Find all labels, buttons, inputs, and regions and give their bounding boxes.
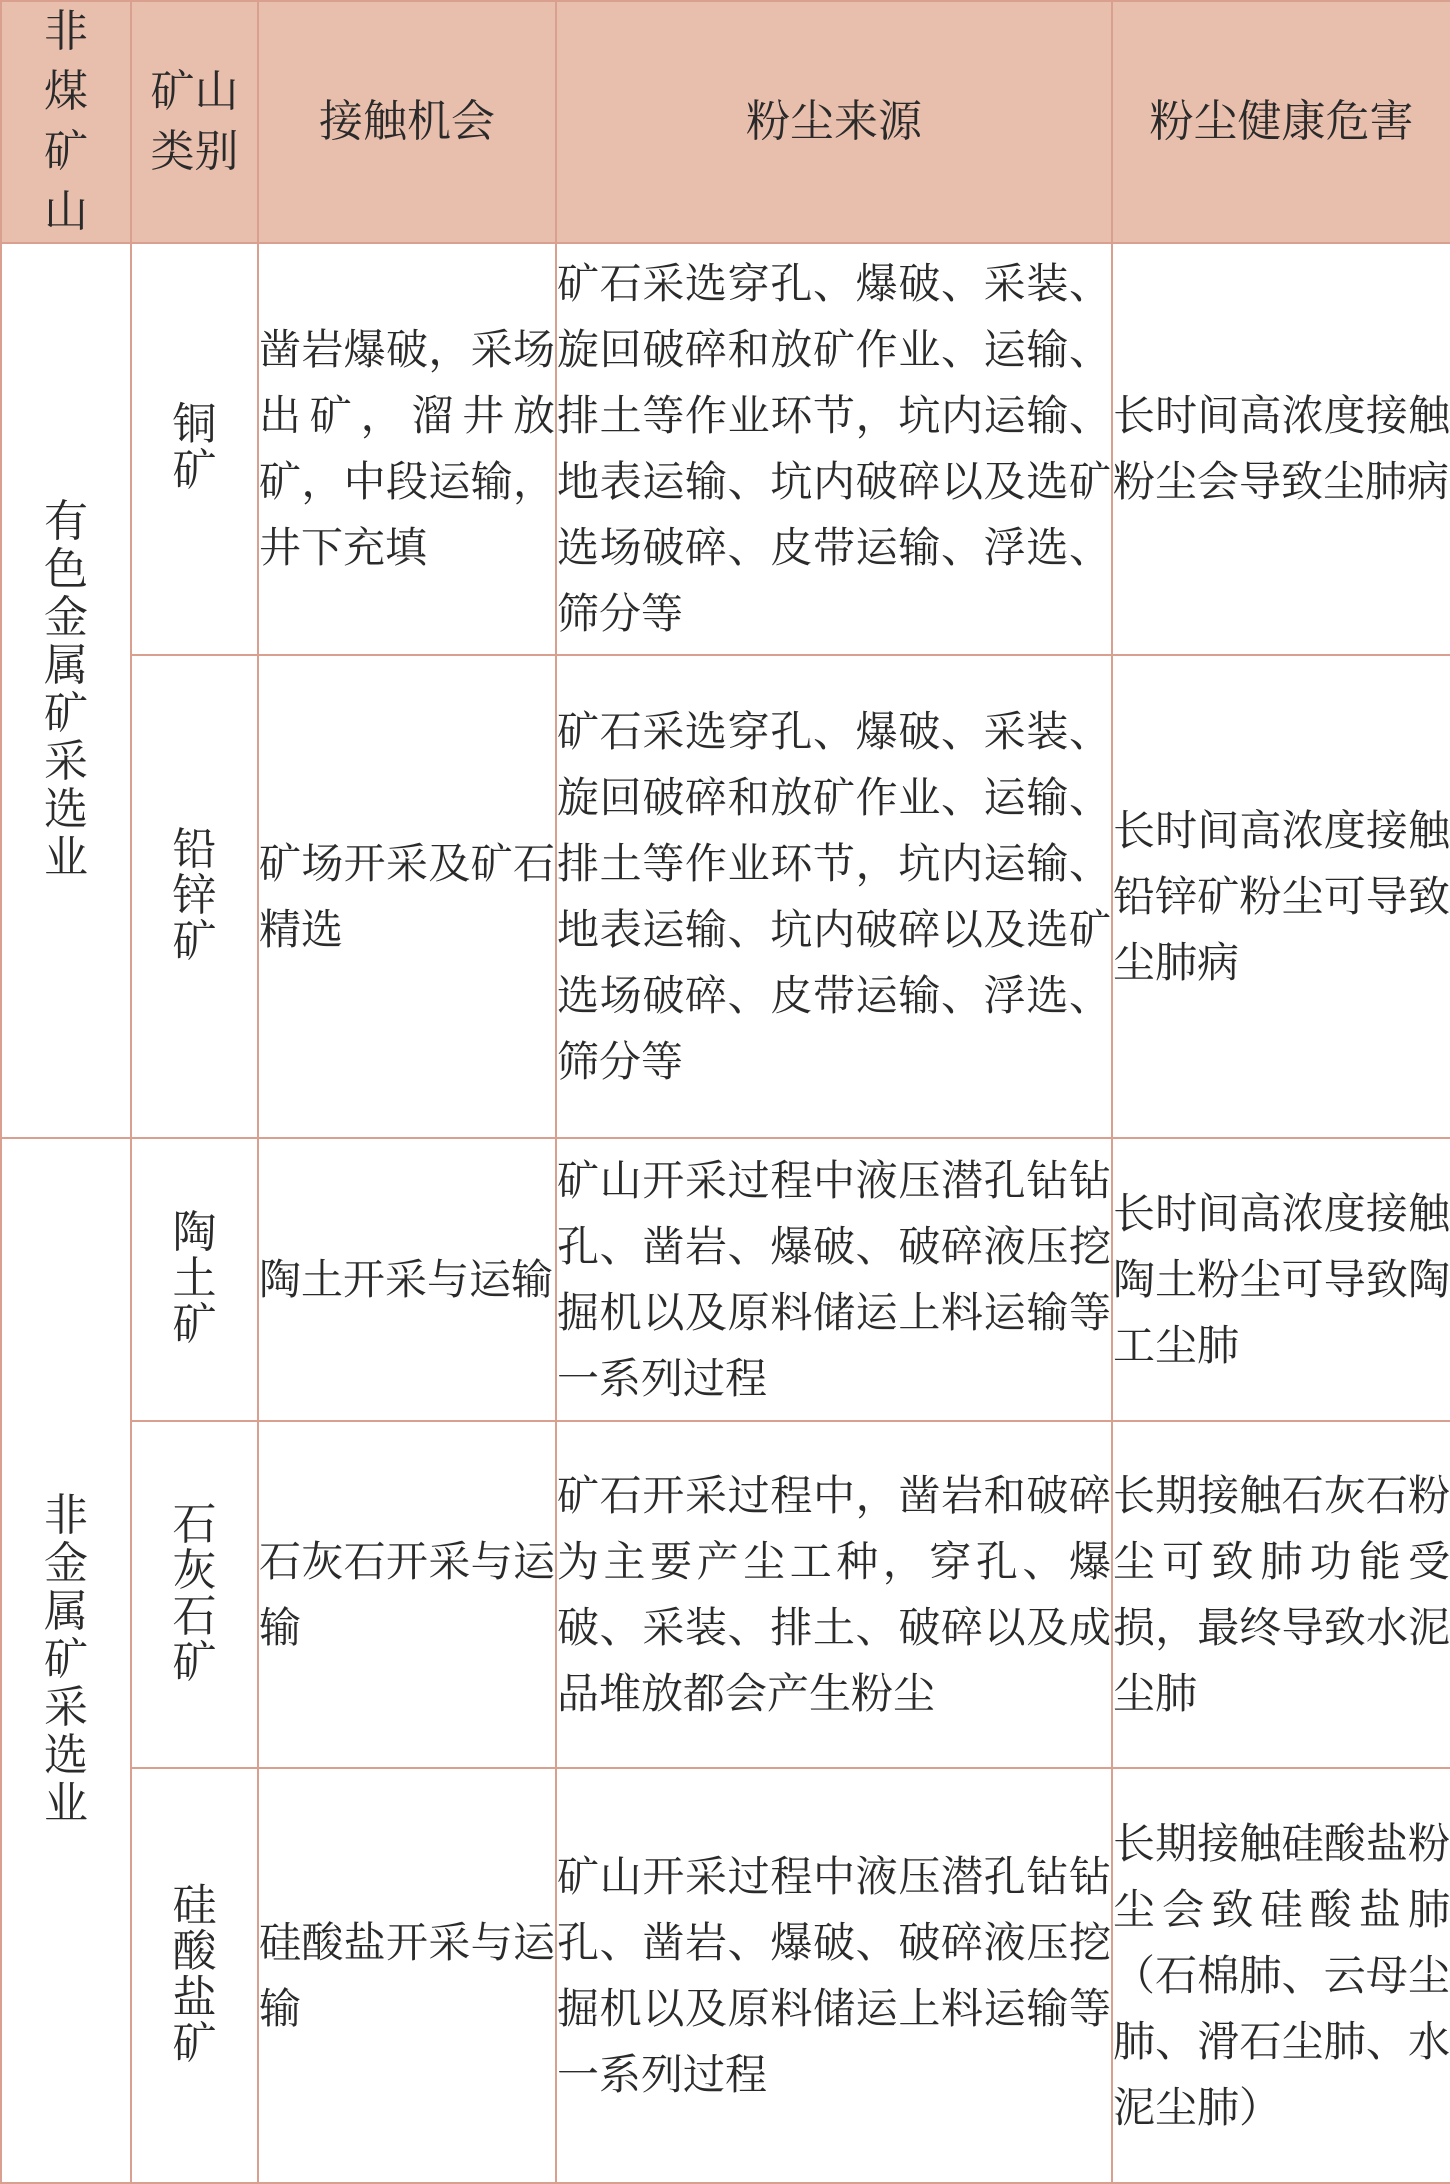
exposure-cell: 矿场开采及矿石精选: [258, 655, 556, 1138]
table-row: [1, 1421, 1450, 1768]
header-dust-source: 粉尘来源: [556, 1, 1112, 243]
mine-type-cell: [131, 1421, 258, 1768]
mine-type-label: 铅锌矿: [172, 823, 217, 967]
header-dust-health-hazard: 粉尘健康危害: [1112, 1, 1450, 243]
mine-type-label: 硅酸盐矿: [172, 1879, 217, 2069]
header-row: [1, 1, 1450, 243]
header-non-coal-mine: 非煤矿山: [1, 1, 131, 243]
table-row: [1, 655, 1450, 1138]
exposure-cell: 硅酸盐开采与运输: [258, 1768, 556, 2183]
mine-type-cell: [131, 1768, 258, 2183]
table-row: [1, 243, 1450, 655]
health-hazard-cell: 长时间高浓度接触粉尘会导致尘肺病: [1112, 243, 1450, 655]
exposure-cell: 陶土开采与运输: [258, 1138, 556, 1421]
category-cell: [1, 243, 131, 1138]
table-row: [1, 1138, 1450, 1421]
dust-source-cell: 矿石开采过程中，凿岩和破碎为主要产尘工种，穿孔、爆破、采装、排土、破碎以及成品堆放都会产生粉尘: [556, 1421, 1112, 1768]
health-hazard-cell: 长时间高浓度接触铅锌矿粉尘可导致尘肺病: [1112, 655, 1450, 1138]
table-body: [1, 243, 1450, 2183]
mine-type-label: 陶土矿: [172, 1206, 217, 1350]
dust-source-cell: 矿石采选穿孔、爆破、采装、旋回破碎和放矿作业、运输、排土等作业环节，坑内运输、地表运输、坑内破碎以及选矿选场破碎、皮带运输、浮选、筛分等: [556, 655, 1112, 1138]
category-cell: [1, 1138, 131, 2183]
exposure-cell: 凿岩爆破，采场出矿，溜井放矿，中段运输，井下充填: [258, 243, 556, 655]
mine-type-cell: [131, 243, 258, 655]
health-hazard-cell: 长时间高浓度接触陶土粉尘可导致陶工尘肺: [1112, 1138, 1450, 1421]
mine-type-cell: [131, 655, 258, 1138]
category-label: 有色金属矿采选业: [44, 496, 88, 883]
header-mine-category: 矿山类别: [131, 1, 258, 243]
health-hazard-cell: 长期接触石灰石粉尘可致肺功能受损，最终导致水泥尘肺: [1112, 1421, 1450, 1768]
mine-type-cell: [131, 1138, 258, 1421]
dust-source-cell: 矿山开采过程中液压潜孔钻钻孔、凿岩、爆破、破碎液压挖掘机以及原料储运上料运输等一系列过程: [556, 1768, 1112, 2183]
dust-source-cell: 矿山开采过程中液压潜孔钻钻孔、凿岩、爆破、破碎液压挖掘机以及原料储运上料运输等一系列过程: [556, 1138, 1112, 1421]
health-hazard-cell: 长期接触硅酸盐粉尘会致硅酸盐肺（石棉肺、云母尘肺、滑石尘肺、水泥尘肺）: [1112, 1768, 1450, 2183]
table-row: [1, 1768, 1450, 2183]
mine-type-label: 石灰石矿: [172, 1498, 217, 1688]
header-exposure-opportunity: 接触机会: [258, 1, 556, 243]
table-header: [1, 1, 1450, 243]
dust-source-cell: 矿石采选穿孔、爆破、采装、旋回破碎和放矿作业、运输、排土等作业环节，坑内运输、地表运输、坑内破碎以及选矿选场破碎、皮带运输、浮选、筛分等: [556, 243, 1112, 655]
exposure-cell: 石灰石开采与运输: [258, 1421, 556, 1768]
category-label: 非金属矿采选业: [44, 1490, 88, 1829]
mine-type-label: 铜矿: [172, 399, 217, 496]
